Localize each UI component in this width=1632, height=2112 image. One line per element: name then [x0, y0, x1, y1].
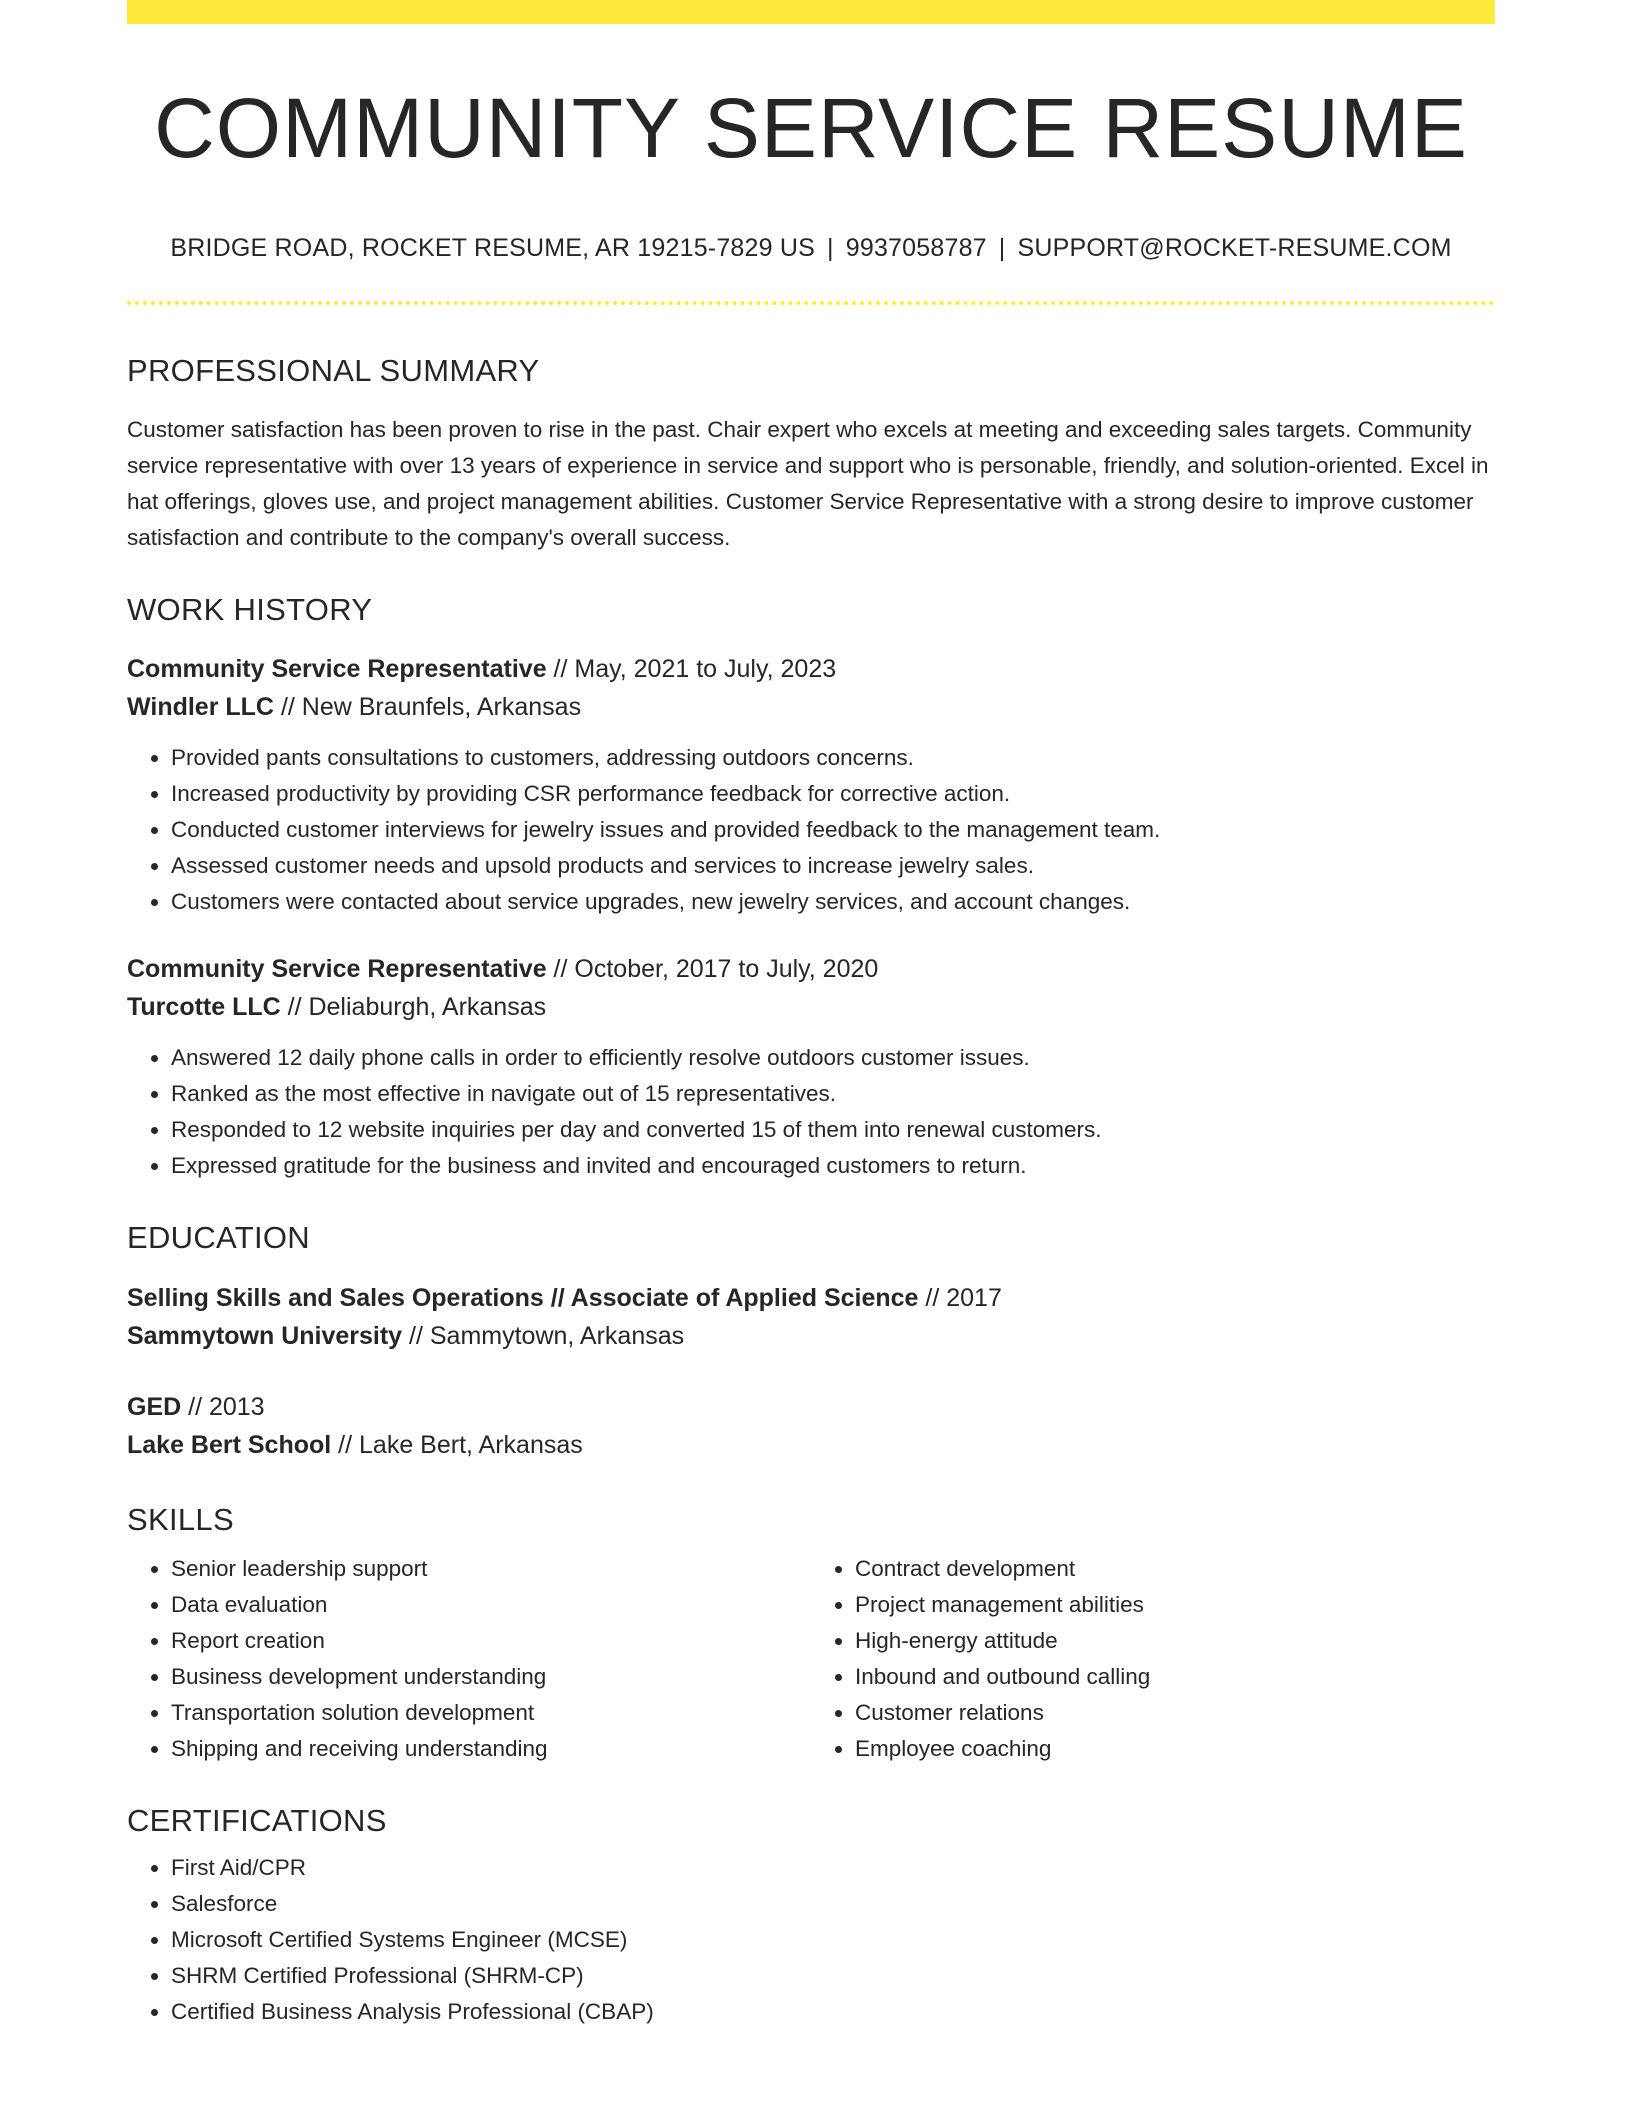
education-entry	[127, 1388, 1495, 1464]
resume-title: COMMUNITY SERVICE RESUME	[154, 81, 1468, 175]
education-degree: Selling Skills and Sales Operations // Associate of Applied Science	[127, 1284, 919, 1312]
dotted-divider	[127, 301, 1495, 305]
education-school-line	[127, 1426, 1495, 1464]
list-item: • Contract development	[855, 1551, 1495, 1587]
summary-heading: PROFESSIONAL SUMMARY	[127, 353, 540, 388]
education-year: // 2013	[181, 1393, 265, 1421]
work-history-heading: WORK HISTORY	[127, 592, 373, 627]
job-company: Turcotte LLC	[127, 993, 281, 1021]
list-item: • Assessed customer needs and upsold products and services to increase jewelry sales.	[171, 848, 1495, 884]
list-item: • Customers were contacted about service upgrades, new jewelry services, and account changes.	[171, 884, 1495, 920]
list-item: • Inbound and outbound calling	[855, 1659, 1495, 1695]
list-item: • Business development understanding	[171, 1659, 811, 1695]
list-item: • SHRM Certified Professional (SHRM-CP)	[171, 1958, 1495, 1994]
contact-separator: |	[998, 234, 1006, 262]
certifications-heading: CERTIFICATIONS	[127, 1803, 387, 1838]
list-item: • First Aid/CPR	[171, 1850, 1495, 1886]
list-item: • Employee coaching	[855, 1731, 1495, 1767]
education-degree-line	[127, 1279, 1495, 1317]
job-bullets	[127, 740, 1495, 920]
job-role: Community Service Representative	[127, 655, 547, 683]
job-dates: // May, 2021 to July, 2023	[546, 655, 837, 683]
list-item: • Data evaluation	[171, 1587, 811, 1623]
list-item: • Answered 12 daily phone calls in order to efficiently resolve outdoors customer issues.	[171, 1040, 1495, 1076]
education-school-line	[127, 1317, 1495, 1355]
list-item: • Increased productivity by providing CSR performance feedback for corrective action.	[171, 776, 1495, 812]
contact-line	[127, 234, 1495, 263]
job-company: Windler LLC	[127, 693, 274, 721]
skills-heading: SKILLS	[127, 1502, 234, 1537]
contact-phone: 9937058787	[845, 234, 987, 262]
job-dates: // October, 2017 to July, 2020	[546, 955, 879, 983]
job-entry	[127, 650, 1495, 920]
list-item: • Transportation solution development	[171, 1695, 811, 1731]
job-role: Community Service Representative	[127, 955, 547, 983]
education-heading: EDUCATION	[127, 1220, 310, 1255]
list-item: • Project management abilities	[855, 1587, 1495, 1623]
job-location: // Deliaburgh, Arkansas	[280, 993, 547, 1021]
list-item: • Microsoft Certified Systems Engineer (MCSE)	[171, 1922, 1495, 1958]
skills-columns	[127, 1551, 1495, 1767]
list-item: • Conducted customer interviews for jewelry issues and provided feedback to the management team.	[171, 812, 1495, 848]
list-item: • Salesforce	[171, 1886, 1495, 1922]
summary-text: Customer satisfaction has been proven to rise in the past. Chair expert who excels at meeting and exceeding sales targets. Community service representative with over 13 years of experience in service and support who is personable, friendly, and solution-oriented. Excel in hat offerings, gloves use, and project management abilities. Customer Service Representative with a strong desire to improve customer satisfaction and contribute to the company's overall success.	[127, 417, 1489, 550]
job-company-line	[127, 988, 1495, 1026]
list-item: • High-energy attitude	[855, 1623, 1495, 1659]
list-item: • Ranked as the most effective in navigate out of 15 representatives.	[171, 1076, 1495, 1112]
list-item: • Responded to 12 website inquiries per day and converted 15 of them into renewal customers.	[171, 1112, 1495, 1148]
education-school: Sammytown University	[127, 1322, 403, 1350]
job-title-line	[127, 650, 1495, 688]
job-location: // New Braunfels, Arkansas	[274, 693, 582, 721]
job-company-line	[127, 688, 1495, 726]
list-item: • Provided pants consultations to customers, addressing outdoors concerns.	[171, 740, 1495, 776]
job-bullets	[127, 1040, 1495, 1184]
contact-email: SUPPORT@ROCKET-RESUME.COM	[1017, 234, 1452, 262]
list-item: • Shipping and receiving understanding	[171, 1731, 811, 1767]
list-item: • Expressed gratitude for the business and invited and encouraged customers to return.	[171, 1148, 1495, 1184]
certifications-list	[127, 1850, 1495, 2030]
job-entry	[127, 950, 1495, 1184]
education-location: // Lake Bert, Arkansas	[331, 1431, 583, 1459]
skills-list-left	[127, 1551, 811, 1767]
education-degree: GED	[127, 1393, 182, 1421]
contact-separator: |	[827, 234, 834, 262]
job-title-line	[127, 950, 1495, 988]
top-accent-bar	[127, 0, 1495, 24]
list-item: • Senior leadership support	[171, 1551, 811, 1587]
list-item: • Customer relations	[855, 1695, 1495, 1731]
skills-list-right	[811, 1551, 1495, 1767]
education-school: Lake Bert School	[127, 1431, 332, 1459]
education-year: // 2017	[918, 1284, 1002, 1312]
list-item: • Certified Business Analysis Professional (CBAP)	[171, 1994, 1495, 2030]
education-location: // Sammytown, Arkansas	[402, 1322, 685, 1350]
education-degree-line	[127, 1388, 1495, 1426]
resume-page	[127, 0, 1495, 2030]
contact-address: BRIDGE ROAD, ROCKET RESUME, AR 19215-7829 US	[170, 234, 816, 262]
education-entry	[127, 1279, 1495, 1355]
list-item: • Report creation	[171, 1623, 811, 1659]
